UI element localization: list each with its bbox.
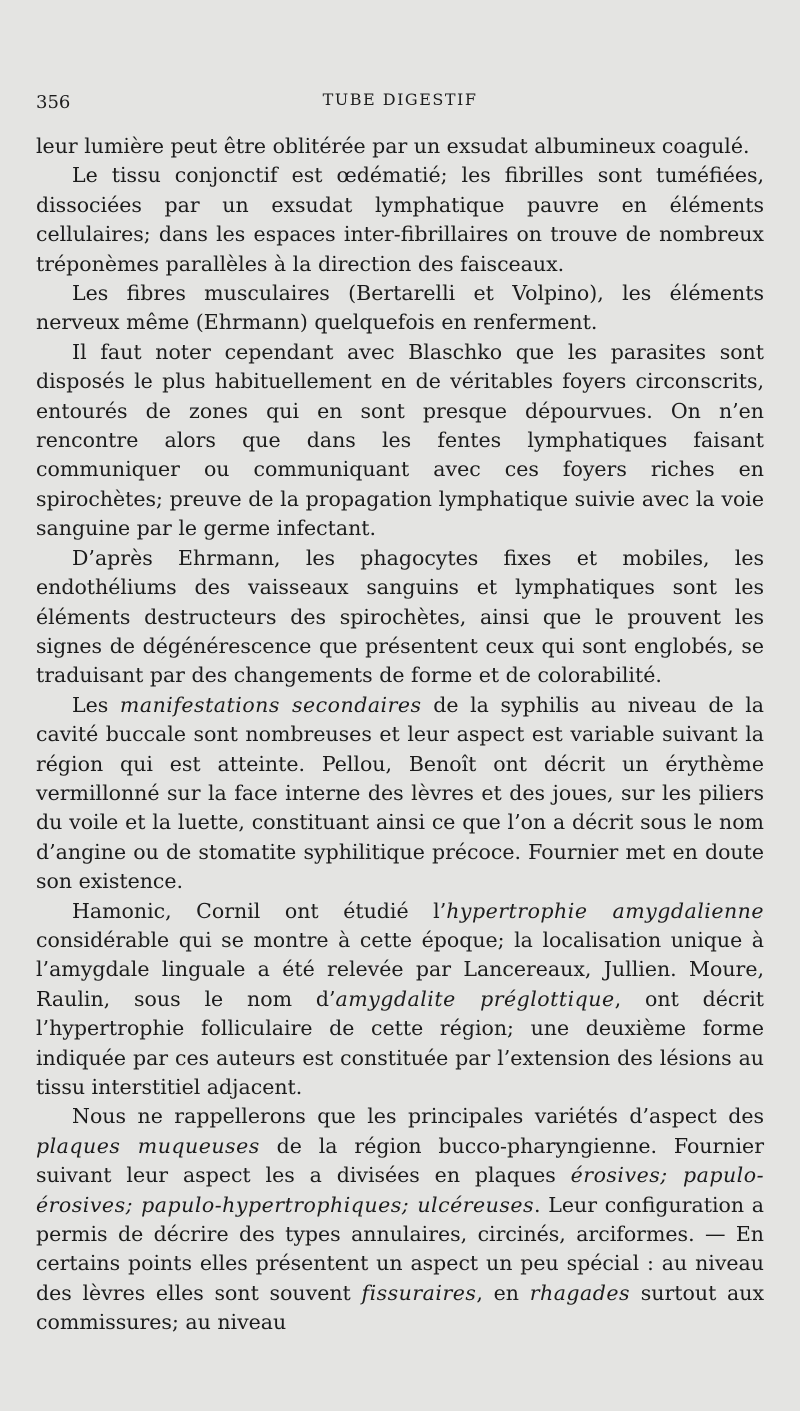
italic-term: rhagades: [529, 1280, 631, 1305]
italic-term: amygdalite préglottique: [335, 986, 615, 1011]
text-run: de la syphilis au niveau de la cavité buccale sont nombreuses et leur aspect est variable suivant la région qui est atteinte. Pellou, Benoît ont décrit un érythème vermillonné sur la face interne des lèvres et des joues, sur les piliers du voile et la luette, constituant ainsi ce que l’on a décrit sous le nom d’angine ou de stomatite syphilitique précoce. Fournier met en doute son existence.: [36, 692, 764, 894]
text-run: D’après Ehrmann, les phagocytes fixes et mobiles, les endothéliums des vaisseaux sanguins et lymphatiques sont les éléments destructeurs des spirochètes, ainsi que le prouvent les signes de dégénérescence que présentent ceux qui sont englobés, se traduisant par des changements de forme et de colorabilité.: [36, 545, 764, 688]
italic-term: fissuraires: [361, 1280, 477, 1305]
paragraph: [36, 161, 764, 279]
text-run: considérable qui se montre à cette époque; la localisation unique à l’amygdale linguale a été relevée par Lancereaux, Jullien. Moure, Raulin, sous le nom d’: [36, 927, 764, 1011]
paragraph: [36, 279, 764, 338]
body-text: [36, 132, 764, 1338]
page-header: [36, 88, 764, 124]
paragraph: [36, 132, 764, 161]
text-run: leur lumière peut être oblitérée par un exsudat albumineux coagulé.: [36, 134, 750, 158]
text-run: Hamonic, Cornil ont étudié l’: [72, 898, 447, 923]
italic-term: plaques muqueuses: [36, 1133, 260, 1158]
italic-term: manifestations secondaires: [119, 692, 422, 717]
italic-term: érosives; papulo-érosives; papulo-hypertrophiques; ulcéreuses: [36, 1163, 764, 1217]
text-run: , en: [476, 1280, 530, 1305]
paragraph: [36, 338, 764, 544]
text-run: , ont décrit l’hypertrophie folliculaire de cette région; une deuxième forme indiquée par ces auteurs est constituée par l’extension des lésions au tissu interstitiel adjacent.: [36, 986, 764, 1099]
text-run: Il faut noter cependant avec Blaschko que les parasites sont disposés le plus habituellement en de véritables foyers circonscrits, entourés de zones qui en sont presque dépourvues. On n’en rencontre alors que dans les fentes lymphatiques faisant communiquer ou communiquant avec ces foyers riches en spirochètes; preuve de la propagation lymphatique suivie avec la voie sanguine par le germe infectant.: [36, 339, 764, 541]
paragraph: [36, 1102, 764, 1337]
text-run: Les fibres musculaires (Bertarelli et Volpino), les éléments nerveux même (Ehrmann) quelquefois en renferment.: [36, 281, 764, 335]
running-title: TUBE DIGESTIF: [322, 90, 478, 109]
text-run: surtout aux commissures; au niveau: [36, 1280, 765, 1335]
page-number: 356: [36, 92, 71, 113]
paragraph: [36, 691, 764, 897]
paragraph: [36, 544, 764, 691]
text-run: Le tissu conjonctif est œdématié; les fibrilles sont tuméfiées, dissociées par un exsudat lymphatique pauvre en éléments cellulaires; dans les espaces inter-fibrillaires on trouve de nombreux tréponèmes parallèles à la direction des faisceaux.: [36, 163, 764, 276]
italic-term: hypertrophie amygdalienne: [446, 898, 764, 923]
paragraph: [36, 897, 764, 1103]
text-run: Nous ne rappellerons que les principales variétés d’aspect des: [72, 1104, 764, 1129]
text-run: . Leur configuration a permis de décrire des types annulaires, circinés, arciformes. — En certains points elles présentent un aspect un peu spécial : au niveau des lèvres elles sont souvent: [36, 1192, 765, 1305]
text-run: de la région bucco-pharyngienne. Fournier suivant leur aspect les a divisées en plaques: [36, 1133, 764, 1188]
text-run: Les: [72, 692, 120, 717]
